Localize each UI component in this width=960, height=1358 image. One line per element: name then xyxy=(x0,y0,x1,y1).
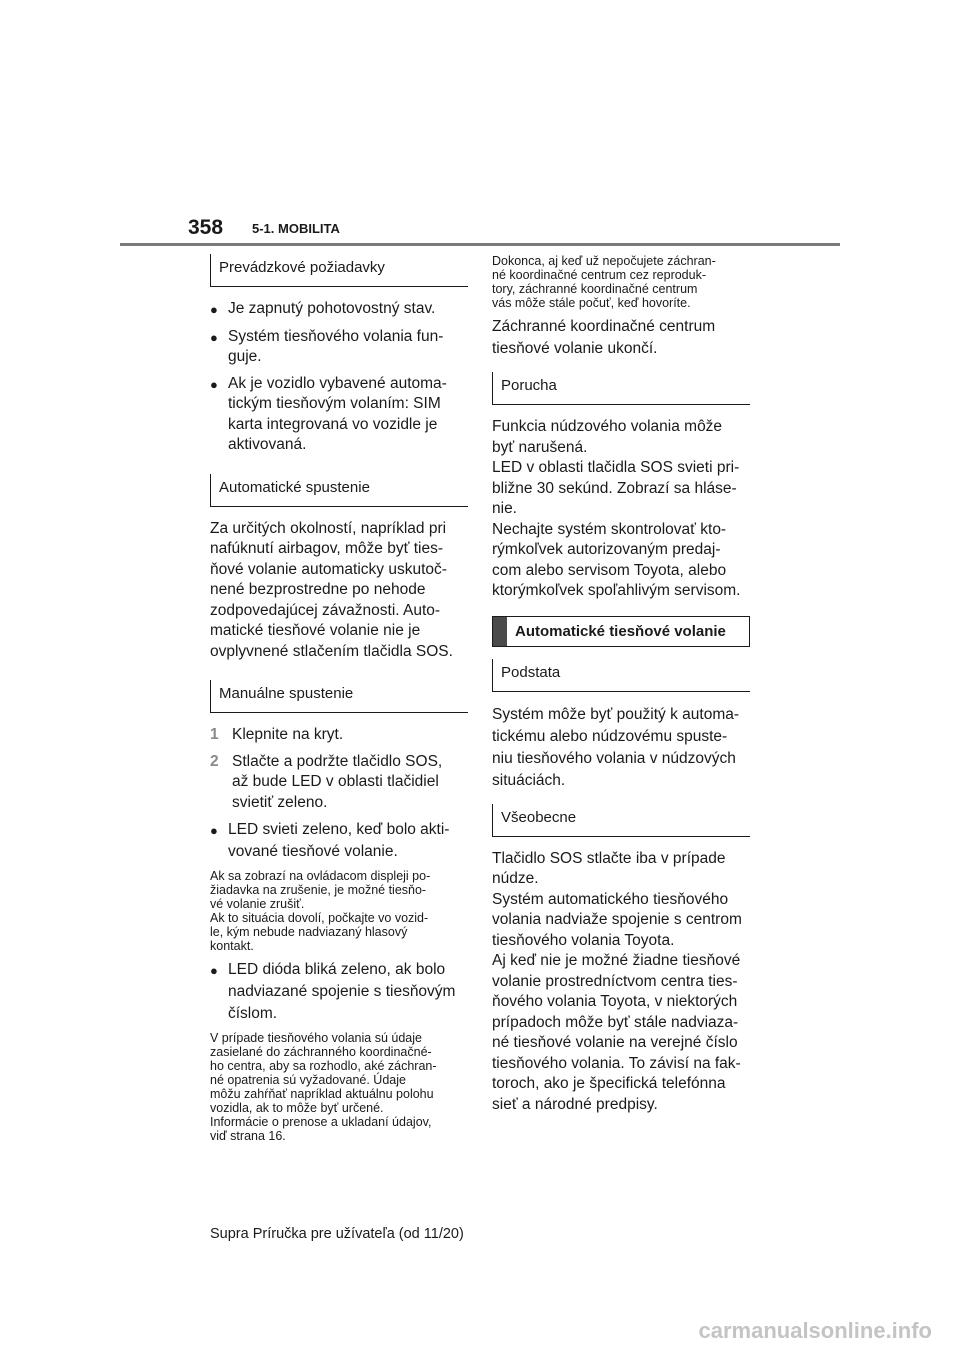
section-heading-text: Automatické tiesňové volanie xyxy=(515,622,726,640)
paragraph: Systém automatického tiesňového volania nadviaže spojenie s centrom tiesňového volania Toyota. xyxy=(492,890,742,949)
subheading-malfunction: Porucha xyxy=(492,372,750,405)
subheading-operating-requirements: Prevádzkové požiadavky xyxy=(210,254,468,287)
watermark: carmanualsonline.info xyxy=(698,1318,932,1343)
bullet-icon: ● xyxy=(210,302,218,317)
section-title: 5-1. MOBILITA xyxy=(252,221,340,236)
paragraph: Záchranné koordinačné centrum tiesňové volanie ukončí. xyxy=(492,318,716,357)
header-rule xyxy=(120,243,840,246)
bullet-text: LED svieti zeleno, keď bolo akti- vované tiesňové volanie. xyxy=(228,821,450,860)
list-item xyxy=(210,327,468,368)
bullet-text: Ak je vozidlo vybavené automa- tickým tiesňovým volaním: SIM karta integrovaná vo vozidle je aktivovaná. xyxy=(228,374,447,453)
paragraph: Funkcia núdzového volania môže byť narušená. xyxy=(492,418,723,456)
list-item xyxy=(210,374,468,456)
subheading-automatic-start: Automatické spustenie xyxy=(210,474,468,507)
subheading-principle: Podstata xyxy=(492,659,750,692)
list-item xyxy=(210,299,468,321)
note: Informácie o prenose a ukladaní údajov, viď strana 16. xyxy=(210,1115,432,1143)
subheading-general: Všeobecne xyxy=(492,804,750,837)
step-item xyxy=(210,725,468,746)
bullet-icon: ● xyxy=(210,823,218,838)
note: Ak to situácia dovolí, počkajte vo vozid- le, kým nebude nadviazaný hlasový kontakt. xyxy=(210,911,429,953)
list-item xyxy=(210,819,468,863)
bullet-icon: ● xyxy=(210,963,218,978)
section-heading-automatic-emergency-call xyxy=(492,616,750,647)
paragraph: Aj keď nie je možné žiadne tiesňové volanie prostredníctvom centra ties- ňového volania Toyota, v niektorých prípadoch môže byť stále nadviaza- né tiesňové volanie na verejné číslo tiesňového volania. To závisí na fak- toroch, ako je špecifická telefónna sieť a národné predpisy. xyxy=(492,952,741,1113)
paragraph: Za určitých okolností, napríklad pri nafúknutí airbagov, môže byť ties- ňové volanie automaticky uskutoč- nené bezprostredne po nehode zodpovedajúcej závažnosti. Auto- matické tiesňové volanie nie je ovplyvnené stlačením tlačidla SOS. xyxy=(210,519,453,660)
paragraph: LED v oblasti tlačidla SOS svieti pri- bližne 30 sekúnd. Zobrazí sa hláse- nie. xyxy=(492,459,740,517)
bullet-text: Systém tiesňového volania fun- guje. xyxy=(228,327,444,365)
note: V prípade tiesňového volania sú údaje zasielané do záchranného koordinačné- ho centra, aby sa rozhodlo, aké záchran- né opatrenia sú vyžadované. Údaje môžu zahŕňať napríklad aktuálnu polohu vozidla, ak to môže byť určené. xyxy=(210,1031,437,1115)
right-column xyxy=(492,254,750,1115)
note: Dokonca, aj keď už nepočujete záchran- né koordinačné centrum cez reproduk- tory, záchranné koordinačné centrum vás môže stále počuť, keď hovoríte. xyxy=(492,254,716,310)
list-item xyxy=(210,959,468,1025)
bullet-text: LED dióda bliká zeleno, ak bolo nadviazané spojenie s tiesňovým číslom. xyxy=(228,961,456,1022)
footer-text: Supra Príručka pre užívateľa (od 11/20) xyxy=(210,1226,464,1242)
step-item xyxy=(210,752,468,814)
step-text: Stlačte a podržte tlačidlo SOS, až bude LED v oblasti tlačidiel svietiť zeleno. xyxy=(232,752,443,811)
step-number: 2 xyxy=(210,752,219,770)
step-text: Klepnite na kryt. xyxy=(232,726,344,743)
paragraph: Systém môže byť použitý k automa- tickému alebo núdzovému spuste- niu tiesňového volania v núdzových situáciách. xyxy=(492,705,740,789)
step-number: 1 xyxy=(210,726,219,743)
page-number: 358 xyxy=(188,216,224,239)
paragraph: Tlačidlo SOS stlačte iba v prípade núdze. xyxy=(492,849,726,887)
subheading-manual-start: Manuálne spustenie xyxy=(210,680,468,713)
bullet-icon: ● xyxy=(210,329,218,345)
bullet-icon: ● xyxy=(210,376,218,392)
section-marker xyxy=(493,617,507,646)
paragraph: Nechajte systém skontrolovať kto- rýmkoľvek autorizovaným predaj- com alebo servisom Toyota, alebo ktorýmkoľvek spoľahlivým servisom. xyxy=(492,520,741,599)
note: Ak sa zobrazí na ovládacom displeji po- žiadavka na zrušenie, je možné tiesňo- vé volanie zrušiť. xyxy=(210,869,431,911)
left-column xyxy=(210,254,468,1143)
bullet-text: Je zapnutý pohotovostný stav. xyxy=(228,300,436,317)
